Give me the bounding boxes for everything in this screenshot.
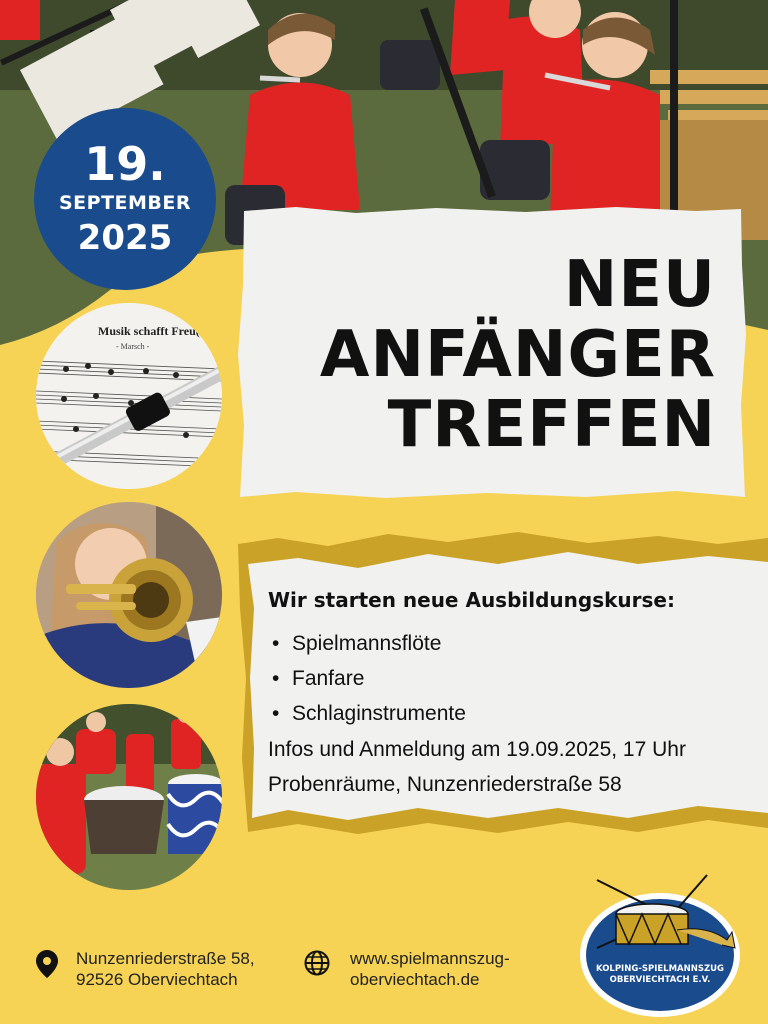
drum-photo	[36, 704, 222, 890]
website-line-2: oberviechtach.de	[350, 970, 480, 989]
course-list	[268, 626, 748, 731]
title-line-3: TREFFEN	[387, 388, 716, 462]
trumpet-photo	[36, 502, 222, 688]
location-info: Probenräume, Nunzenriederstraße 58	[268, 773, 622, 796]
info-heading: Wir starten neue Ausbildungskurse:	[268, 588, 675, 612]
logo-line-1: KOLPING-SPIELMANNSZUG	[595, 964, 725, 974]
date-day: 19.	[84, 137, 166, 191]
date-badge	[34, 108, 216, 290]
globe-icon	[304, 950, 330, 976]
date-year: 2025	[77, 218, 173, 258]
event-title	[236, 250, 716, 460]
address-line-1: Nunzenriederstraße 58,	[76, 949, 255, 968]
website-line-1: www.spielmannszug-	[350, 949, 510, 968]
sheet-music-title: Musik schafft Freu(n)de	[98, 324, 222, 338]
title-line-2: ANFÄNGER	[319, 318, 716, 392]
info-section	[268, 588, 748, 801]
course-item: • Schlaginstrumente	[292, 696, 748, 731]
location-pin-icon	[36, 950, 58, 978]
sheet-music-photo	[36, 303, 222, 489]
club-logo	[577, 870, 743, 1020]
logo-line-2: OBERVIECHTACH E.V.	[609, 975, 711, 985]
course-item: • Spielmannsflöte	[292, 626, 748, 661]
course-item: • Fanfare	[292, 661, 748, 696]
website-link[interactable]	[350, 948, 510, 990]
sheet-music-subtitle: - Marsch -	[116, 342, 150, 351]
address-line-2: 92526 Oberviechtach	[76, 970, 238, 989]
date-month: SEPTEMBER	[58, 192, 192, 214]
address	[76, 948, 255, 990]
title-line-1: NEU	[563, 248, 716, 322]
registration-info: Infos und Anmeldung am 19.09.2025, 17 Uhr	[268, 738, 686, 761]
